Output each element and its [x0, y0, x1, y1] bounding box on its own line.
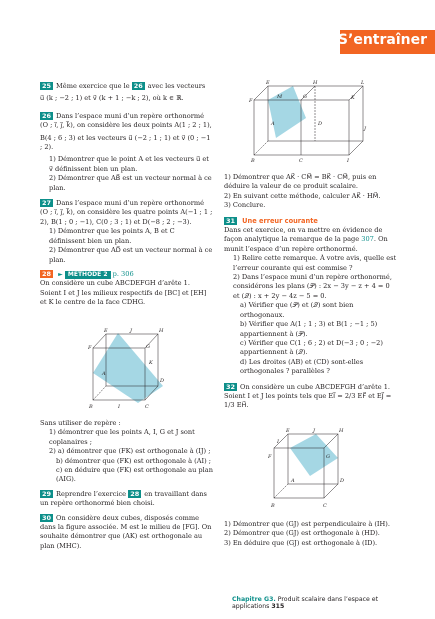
exercise-29: 29 Reprendre l’exercice 28 en travaillant dans un repère orthonormé bien choisi. — [40, 489, 207, 508]
question: 1) Démontrer que le point A et les vecteurs u⃗ et v⃗ définissent bien un plan. — [49, 155, 209, 173]
question: 3) Conclure. — [224, 201, 266, 210]
page-ref[interactable]: 307 — [361, 235, 374, 244]
vertex-label: I — [347, 158, 349, 163]
section-plane — [290, 434, 338, 476]
question: d) Les droites (AB) et (CD) sont-elles orthogonales ? parallèles ? — [240, 357, 364, 376]
exercise-number: 29 — [42, 489, 52, 498]
question: 2) a) démontrer que (FK) est orthogonale à (IJ) ; — [49, 447, 211, 456]
page-number: 315 — [271, 603, 285, 610]
right-column-bottom — [224, 520, 397, 548]
section-plane — [93, 333, 163, 403]
vertex-label: D — [340, 478, 345, 484]
vertex-label: C — [145, 404, 149, 410]
vertex-label: H — [339, 428, 344, 434]
vertex-label: G — [326, 454, 330, 460]
question: 2) Dans l’espace muni d’un repère orthonormé, considérons les plans (𝒫) : 2x − 3y − z + 4 = 0 et (𝒬) : x + 2y − 4z − 5 = 0. — [233, 273, 392, 300]
vertex-label: C — [323, 503, 327, 509]
left-column — [40, 82, 213, 308]
exercise-32: 32 On considère un cube ABCDEFGH d’arête 1. Soient I et J les points tels que EI⃗ = 2/3 EF⃗ et EJ⃗ = 1/3 EH⃗. — [224, 382, 392, 410]
chapter-label: Chapitre G3. — [232, 596, 276, 603]
exercise-26-points: B(4 ; 6 ; 3) et les vecteurs u⃗ (−2 ; 1 ; 1) et v⃗ (0 ; −1 ; 2). — [40, 133, 211, 152]
exercise-number: 28 — [42, 269, 52, 278]
vertex-label: L — [361, 80, 365, 86]
question: b) Vérifier que A(1 ; 1 ; 3) et B(1 ; −1 ; 5) appartiennent à (𝒫). — [240, 320, 378, 338]
page-ref[interactable]: p. 306 — [112, 269, 134, 278]
vertex-label: M — [277, 94, 283, 100]
question: 2) En suivant cette méthode, calculer AK⃗ · HM⃗. — [224, 191, 381, 200]
page-footer — [232, 596, 417, 610]
section-banner — [337, 30, 435, 54]
question: 2) Démontrer que (GJ) est orthogonale à (HD). — [224, 529, 380, 538]
exercise-number: 26 — [42, 111, 52, 120]
question: c) Vérifier que C(1 ; 6 ; 2) et D(−3 ; 0 ; −2) appartiennent à (𝒬). — [240, 338, 383, 357]
vertex-label: E — [286, 428, 290, 434]
arrow-icon: ► — [58, 270, 63, 278]
vertex-label: K — [351, 95, 355, 101]
question: 1) démontrer que les points A, I, G et J sont coplanaires ; — [49, 428, 195, 446]
method-badge[interactable]: MÉTHODE 2 — [65, 271, 111, 279]
question: 1) Démontrer que AK⃗ · CM⃗ = BK⃗ · CM⃗, puis en déduire la valeur de ce produit scalaire. — [224, 173, 377, 191]
vertex-label: E — [104, 328, 108, 334]
vertex-label: I — [277, 439, 279, 445]
vertex-label: B — [271, 503, 275, 509]
exercise-number: 27 — [42, 199, 52, 208]
exercise-number: 31 — [226, 216, 236, 225]
vertex-label: J — [364, 126, 367, 132]
question: 1) Démontrer que (GJ) est perpendiculaire à (IH). — [224, 520, 390, 528]
exercise-30: 30 On considère deux cubes, disposés comme dans la figure associée. M est le milieu de [FG]. On souhaite démontrer que (AK) est orthogonale au plan (MHC). — [40, 513, 212, 550]
exercise-number: 25 — [42, 82, 52, 90]
question: 2) Démontrer que AB⃗ est un vecteur normal à ce plan. — [49, 174, 212, 192]
exercise-28-text: On considère un cube ABCDEFGH d’arête 1. Soient I et J les milieux respectifs de [BC] et [EH] et K le centre de la face CDHG. — [40, 279, 207, 307]
chapter-title: Produit scalaire dans l’espace et applications — [232, 596, 379, 610]
exercise-number: 32 — [226, 382, 236, 391]
question: b) démontrer que (FK) est orthogonale à (AI) ; — [56, 456, 211, 465]
vertex-label: I — [118, 404, 120, 410]
exercise-31 — [224, 217, 397, 226]
exercise-25-vectors: u⃗ (k ; −2 ; 1) et v⃗ (k + 1 ; −k ; 2), où k ∈ ℝ. — [40, 94, 184, 103]
question: 2) Démontrer que AD⃗ est un vecteur normal à ce plan. — [49, 246, 213, 264]
section-plane — [268, 86, 306, 138]
vertex-label: A — [271, 121, 275, 127]
instruction: Sans utiliser de repère : — [40, 419, 121, 427]
vertex-label: D — [318, 121, 323, 127]
question: a) Vérifier que (𝒫) et (𝒬) sont bien orthogonaux. — [240, 301, 354, 319]
vertex-label: G — [146, 344, 150, 350]
vertex-label: B — [251, 158, 255, 163]
question: 3) En déduire que (GJ) est orthogonale à (ID). — [224, 538, 378, 547]
question: 1) Relire cette remarque. À votre avis, quelle est l’erreur courante qui est commise ? — [233, 254, 397, 272]
vertex-label: F — [249, 98, 253, 104]
right-column — [224, 173, 397, 411]
exercise-ref[interactable]: 26 — [133, 82, 143, 90]
vertex-label: K — [149, 360, 153, 366]
vertex-label: A — [102, 371, 106, 377]
vertex-label: B — [89, 404, 93, 410]
exercise-27: 27 Dans l’espace muni d’un repère orthonormé (O ; i⃗, j⃗, k⃗), on considère les quatre points A(−1 ; 1 ; 2), B(1 ; 0 ; −1), C(0 ; 3 ; 1) et D(−8 ; 2 ; −3). — [40, 199, 213, 226]
cube-figure-3 — [268, 428, 358, 513]
exercise-number: 30 — [42, 513, 52, 522]
exercise-28 — [40, 270, 213, 279]
vertex-label: F — [268, 454, 272, 460]
vertex-label: H — [159, 328, 164, 334]
vertex-label: J — [130, 328, 133, 334]
vertex-label: A — [291, 478, 295, 484]
exercise-26: 26 Dans l’espace muni d’un repère orthonormé (O ; i⃗, j⃗, k⃗), on considère les deux points A(1 ; 2 ; 1), — [40, 111, 212, 130]
exercise-31-intro: Dans cet exercice, on va mettre en évidence de façon analytique la remarque de la page 307. On munit l’espace d’un repère orthonormé. — [224, 226, 388, 253]
exercise-25: 25 Même exercice que le 26 avec les vecteurs — [42, 82, 206, 90]
vertex-label: G — [303, 94, 307, 100]
exercise-ref[interactable]: 28 — [130, 489, 140, 498]
exercise-title: Une erreur courante — [242, 216, 318, 225]
vertex-label: H — [313, 80, 318, 86]
question: c) en déduire que (FK) est orthogonale au plan (AIG). — [56, 466, 213, 484]
vertex-label: E — [266, 80, 270, 86]
left-column-bottom — [40, 419, 213, 551]
question: 1) Démontrer que les points A, B et C définissent bien un plan. — [49, 227, 175, 245]
vertex-label: C — [299, 158, 303, 163]
vertex-label: F — [88, 345, 92, 351]
section-title: S’entraîner — [337, 32, 427, 48]
cube-figure-1 — [88, 328, 178, 413]
vertex-label: J — [313, 428, 316, 434]
vertex-label: D — [160, 378, 165, 384]
double-cube-figure — [248, 78, 373, 163]
